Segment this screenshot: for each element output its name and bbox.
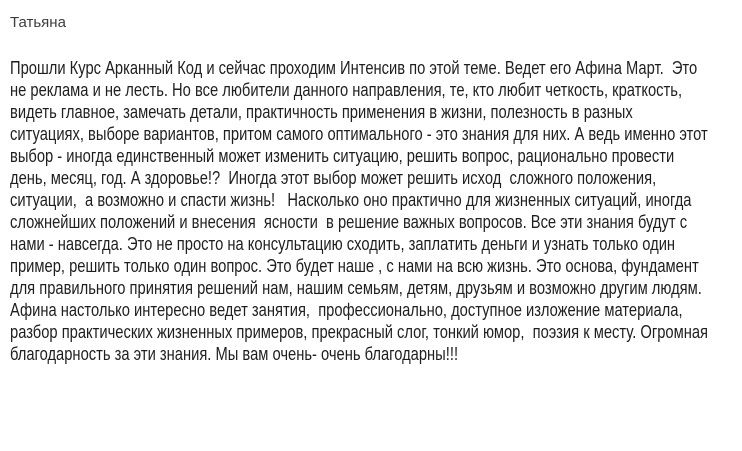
review-text-wrap: [10, 57, 742, 365]
review-text: Прошли Курс Арканный Код и сейчас проходим Интенсив по этой теме. Ведет его Афина Март. Это не реклама и не лесть. Но все любители данного направления, те, кто любит четкость, краткость, видеть главное, замечать детали, практичность применения в жизни, полезность в разных ситуациях, выборе вариантов, притом самого оптимального - это знания для них. А ведь именно этот выбор - иногда единственный может изменить ситуацию, решить вопрос, рационально провести день, месяц, год. А здоровье!? Иногда этот выбор может решить исход сложного положения, ситуации, а возможно и спасти жизнь! Насколько оно практично для жизненных ситуаций, иногда сложнейших положений и внесения ясности в решение важных вопросов. Все эти знания будут с нами - навсегда. Это не просто на консультацию сходить, заплатить деньги и узнать только один пример, решить только один вопрос. Это будет наше , с нами на всю жизнь. Это основа, фундамент для правильного принятия решений нам, нашим семьям, детям, друзьям и возможно другим людям. Афина настолько интересно ведет занятия, профессионально, доступное изложение материала, разбор практических жизненных примеров, прекрасный слог, тонкий юмор, поэзия к месту. Огромная благодарность за эти знания. Мы вам очень- очень благодарны!!!: [10, 58, 713, 364]
author-name: Татьяна: [10, 14, 66, 31]
